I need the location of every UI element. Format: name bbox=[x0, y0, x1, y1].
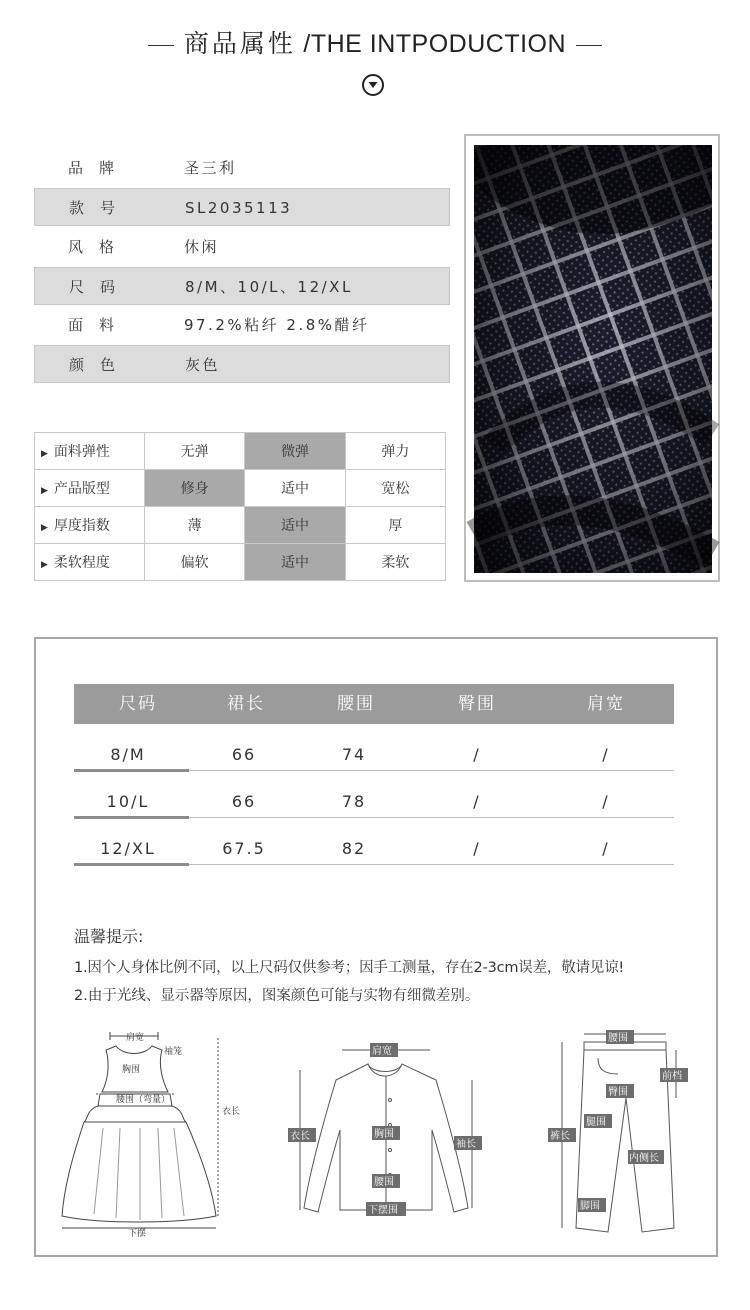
cell-size: 8/M bbox=[110, 745, 146, 764]
attr-value: 97.2%粘纤 2.8%醋纤 bbox=[184, 316, 370, 334]
header-skirt-length: 裙长 bbox=[227, 694, 265, 714]
attr-key: 款号 bbox=[69, 199, 132, 217]
row-underline-accent bbox=[74, 769, 189, 772]
feature-option-selected: 修身 bbox=[145, 470, 245, 507]
attr-value: SL2035113 bbox=[185, 199, 293, 217]
row-underline-accent bbox=[74, 863, 189, 866]
attr-row-color bbox=[34, 345, 450, 383]
cell-waist: 82 bbox=[341, 839, 367, 858]
cell-skirt-length: 66 bbox=[231, 745, 257, 764]
feature-row-thickness bbox=[35, 507, 446, 544]
attr-row-fabric bbox=[34, 306, 450, 344]
tag-hem bbox=[366, 1202, 406, 1216]
svg-text:衣长: 衣长 bbox=[290, 1131, 310, 1142]
tag-shoulder bbox=[370, 1043, 398, 1057]
feature-option: 厚 bbox=[345, 507, 445, 544]
tag-length bbox=[288, 1128, 316, 1142]
title-dash-left bbox=[148, 45, 174, 46]
row-underline bbox=[189, 770, 674, 771]
header-hip: 臀围 bbox=[458, 694, 496, 714]
triangle-right-icon: ▶ bbox=[41, 560, 48, 570]
svg-text:腰围: 腰围 bbox=[608, 1033, 628, 1044]
chevron-down-circle-icon bbox=[362, 74, 384, 96]
svg-text:肩宽: 肩宽 bbox=[372, 1046, 392, 1057]
triangle-right-icon: ▶ bbox=[41, 449, 48, 459]
cell-skirt-length: 67.5 bbox=[222, 839, 266, 858]
svg-text:裤长: 裤长 bbox=[550, 1131, 570, 1142]
attr-row-brand bbox=[34, 149, 450, 187]
feature-option: 薄 bbox=[145, 507, 245, 544]
table-row bbox=[74, 741, 674, 771]
feature-option: 柔软 bbox=[345, 544, 445, 581]
table-row bbox=[74, 788, 674, 818]
row-underline bbox=[189, 817, 674, 818]
cell-hip: / bbox=[473, 745, 481, 764]
feature-label: ▶ 厚度指数 bbox=[35, 507, 145, 544]
svg-text:前档: 前档 bbox=[662, 1071, 682, 1082]
cell-skirt-length: 66 bbox=[231, 792, 257, 811]
tag-length bbox=[548, 1128, 576, 1142]
label-length: 衣长 bbox=[222, 1107, 241, 1117]
label-sleeve: 袖笼 bbox=[164, 1047, 183, 1057]
triangle-right-icon: ▶ bbox=[41, 523, 48, 533]
cell-shoulder: / bbox=[602, 745, 610, 764]
feature-row-softness bbox=[35, 544, 446, 581]
feature-option-selected: 微弹 bbox=[245, 433, 345, 470]
label-hem: 下摆 bbox=[128, 1229, 147, 1239]
svg-text:臀围: 臀围 bbox=[608, 1087, 628, 1098]
feature-label: ▶ 柔软程度 bbox=[35, 544, 145, 581]
cell-waist: 74 bbox=[341, 745, 367, 764]
title-separator: / bbox=[303, 30, 311, 58]
cell-size: 10/L bbox=[106, 792, 150, 811]
svg-text:胸围: 胸围 bbox=[374, 1129, 394, 1140]
feature-table bbox=[34, 432, 446, 581]
feature-row-fit bbox=[35, 470, 446, 507]
svg-text:袖长: 袖长 bbox=[456, 1139, 476, 1150]
size-table-header bbox=[74, 684, 674, 724]
triangle-right-icon: ▶ bbox=[41, 486, 48, 496]
attr-key: 风格 bbox=[68, 238, 131, 256]
dress-measure-diagram bbox=[58, 1028, 241, 1240]
attr-value: 8/M、10/L、12/XL bbox=[185, 278, 353, 296]
fabric-photo-frame bbox=[464, 134, 720, 582]
attr-key: 尺码 bbox=[69, 278, 132, 296]
attr-row-style-no bbox=[34, 188, 450, 226]
cell-hip: / bbox=[473, 839, 481, 858]
shirt-measure-diagram bbox=[286, 1040, 486, 1220]
header-size: 尺码 bbox=[119, 694, 157, 714]
feature-option-selected: 适中 bbox=[245, 544, 345, 581]
title-cn: 商品属性 bbox=[183, 29, 296, 58]
attr-value: 圣三利 bbox=[184, 159, 237, 177]
tag-bust bbox=[372, 1126, 400, 1140]
notes-line-2: 2.由于光线、显示器等原因，图案颜色可能与实物有细微差别。 bbox=[74, 988, 480, 1004]
cell-waist: 78 bbox=[341, 792, 367, 811]
row-underline bbox=[189, 864, 674, 865]
page-title bbox=[0, 24, 750, 60]
attr-row-size bbox=[34, 267, 450, 305]
tag-waist bbox=[372, 1174, 400, 1188]
attr-key: 颜色 bbox=[69, 356, 132, 374]
svg-text:腿围: 腿围 bbox=[586, 1117, 606, 1128]
fabric-photo bbox=[474, 145, 712, 573]
title-en: THE INTPODUCTION bbox=[310, 30, 567, 58]
label-shoulder: 肩宽 bbox=[126, 1033, 145, 1043]
cell-shoulder: / bbox=[602, 792, 610, 811]
notes-title: 温馨提示: bbox=[74, 927, 144, 946]
svg-text:脚围: 脚围 bbox=[580, 1201, 600, 1212]
attr-key: 面料 bbox=[68, 316, 131, 334]
svg-text:腰围: 腰围 bbox=[374, 1177, 394, 1188]
attr-value: 灰色 bbox=[185, 356, 221, 374]
notes-line-1: 1.因个人身体比例不同，以上尺码仅供参考；因手工测量，存在2-3cm误差，敬请见谅! bbox=[74, 960, 625, 976]
tag-foot bbox=[578, 1198, 606, 1212]
tag-rise bbox=[660, 1068, 688, 1082]
label-waist: 腰围（弯量） bbox=[116, 1095, 171, 1105]
header-waist: 腰围 bbox=[337, 694, 375, 714]
cell-shoulder: / bbox=[602, 839, 610, 858]
title-dash-right bbox=[576, 45, 602, 46]
cell-size: 12/XL bbox=[100, 839, 156, 858]
tag-waist bbox=[606, 1030, 634, 1044]
attr-value: 休闲 bbox=[184, 238, 220, 256]
tag-thigh bbox=[584, 1114, 612, 1128]
label-bust: 胸围 bbox=[122, 1065, 141, 1075]
table-row bbox=[74, 835, 674, 865]
tag-sleeve bbox=[454, 1136, 482, 1150]
feature-option: 无弹 bbox=[145, 433, 245, 470]
feature-option: 适中 bbox=[245, 470, 345, 507]
tag-inseam bbox=[628, 1150, 664, 1164]
row-underline-accent bbox=[74, 816, 189, 819]
attr-key: 品牌 bbox=[68, 159, 131, 177]
feature-option: 宽松 bbox=[345, 470, 445, 507]
tag-hip bbox=[606, 1084, 634, 1098]
header-shoulder: 肩宽 bbox=[587, 694, 625, 714]
feature-label: ▶ 产品版型 bbox=[35, 470, 145, 507]
feature-label: ▶ 面料弹性 bbox=[35, 433, 145, 470]
feature-option-selected: 适中 bbox=[245, 507, 345, 544]
feature-row-elasticity bbox=[35, 433, 446, 470]
attr-row-style bbox=[34, 228, 450, 266]
feature-option: 偏软 bbox=[145, 544, 245, 581]
feature-option: 弹力 bbox=[345, 433, 445, 470]
svg-text:内侧长: 内侧长 bbox=[629, 1153, 659, 1164]
svg-text:下摆围: 下摆围 bbox=[368, 1205, 398, 1216]
cell-hip: / bbox=[473, 792, 481, 811]
pants-measure-diagram bbox=[548, 1028, 688, 1238]
